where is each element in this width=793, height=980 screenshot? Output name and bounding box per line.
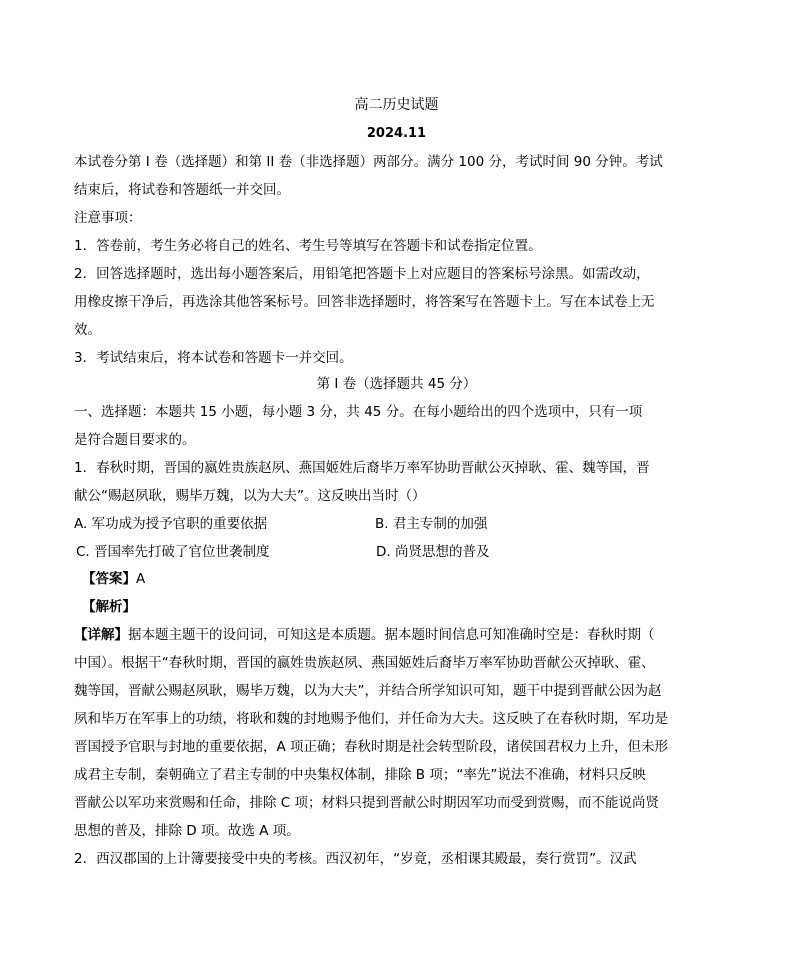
option-a: A. 军功成为授予官职的重要依据 bbox=[74, 516, 268, 532]
notice-line: 3．考试结束后，将本试卷和答题卡一并交回。 bbox=[74, 350, 353, 366]
detail-line: 中国）。根据干“春秋时期，晋国的嬴姓贵族赵夙、燕国姬姓后裔毕万率军协助晋献公灭掉耿、霍、 bbox=[74, 655, 655, 671]
notice-line: 效。 bbox=[74, 322, 101, 338]
detail-line: 晋国授予官职与封地的重要依据，A 项正确；春秋时期是社会转型阶段，诸侯国君权力上升，但未形 bbox=[74, 739, 669, 755]
detail-line: 成君主专制，秦朝确立了君主专制的中央集权体制，排除 B 项；“率先”说法不准确，材料只反映 bbox=[74, 767, 646, 783]
notice-title: 注意事项： bbox=[74, 210, 142, 226]
answer-tag: 【答案】 bbox=[82, 571, 136, 587]
answer-value: A bbox=[136, 571, 146, 587]
detail-text: 据本题主题干的设问词，可知这是本质题。据本题时间信息可知准确时空是：春秋时期（ bbox=[128, 627, 655, 643]
analysis-line bbox=[82, 597, 702, 617]
detail-line: 思想的普及，排除 D 项。故选 A 项。 bbox=[74, 823, 300, 839]
detail-line: 夙和毕万在军事上的功绩，将耿和魏的封地赐予他们，并任命为大夫。这反映了在春秋时期，军功是 bbox=[74, 711, 668, 727]
option-c: C. 晋国率先打破了官位世袭制度 bbox=[76, 544, 270, 560]
detail-line: 魏等国，晋献公赐赵夙耿，赐毕万魏，以为大夫”，并结合所学知识可知，题干中提到晋献公因为赵 bbox=[74, 683, 662, 699]
notice-line: 用橡皮擦干净后，再选涂其他答案标号。回答非选择题时，将答案写在答题卡上。写在本试卷上无 bbox=[74, 294, 655, 310]
intro-line: 本试卷分第 I 卷（选择题）和第 II 卷（非选择题）两部分。满分 100 分，考试时间 90 分钟。考试 bbox=[74, 154, 663, 170]
option-d: D. 尚贤思想的普及 bbox=[376, 544, 490, 560]
notice-line: 2．回答选择题时，选出每小题答案后，用铅笔把答题卡上对应题目的答案标号涂黑。如需改动， bbox=[74, 266, 650, 282]
question-2-stem-line: 2．西汉郡国的上计簿要接受中央的考核。西汉初年，“岁竟，丞相课其殿最，奏行赏罚”。汉武 bbox=[74, 851, 637, 867]
answer-line bbox=[82, 569, 702, 589]
intro-line: 结束后，将试卷和答题纸一并交回。 bbox=[74, 182, 290, 198]
section-title: 第 I 卷（选择题共 45 分） bbox=[316, 376, 477, 392]
question-1-stem-line: 献公“赐赵夙耿，赐毕万魏，以为大夫”。这反映出当时（） bbox=[74, 488, 426, 504]
section-intro-line: 是符合题目要求的。 bbox=[74, 432, 196, 448]
detail-tag: 【详解】 bbox=[74, 627, 128, 643]
exam-date: 2024.11 bbox=[366, 126, 427, 141]
notice-line: 1．答卷前，考生务必将自己的姓名、考生号等填写在答题卡和试卷指定位置。 bbox=[74, 238, 542, 254]
analysis-tag: 【解析】 bbox=[82, 599, 136, 615]
question-1-stem-line: 1．春秋时期，晋国的嬴姓贵族赵夙、燕国姬姓后裔毕万率军协助晋献公灭掉耿、霍、魏等国，晋 bbox=[74, 460, 650, 476]
detail-line: 晋献公以军功来赏赐和任命，排除 C 项；材料只提到晋献公时期因军功而受到赏赐，而不能说尚贤 bbox=[74, 795, 660, 811]
section-intro-line: 一、选择题：本题共 15 小题，每小题 3 分，共 45 分。在每小题给出的四个选项中，只有一项 bbox=[74, 404, 643, 420]
page-title: 高二历史试题 bbox=[354, 97, 439, 113]
detail-line bbox=[74, 625, 694, 645]
option-b: B. 君主专制的加强 bbox=[375, 516, 488, 532]
